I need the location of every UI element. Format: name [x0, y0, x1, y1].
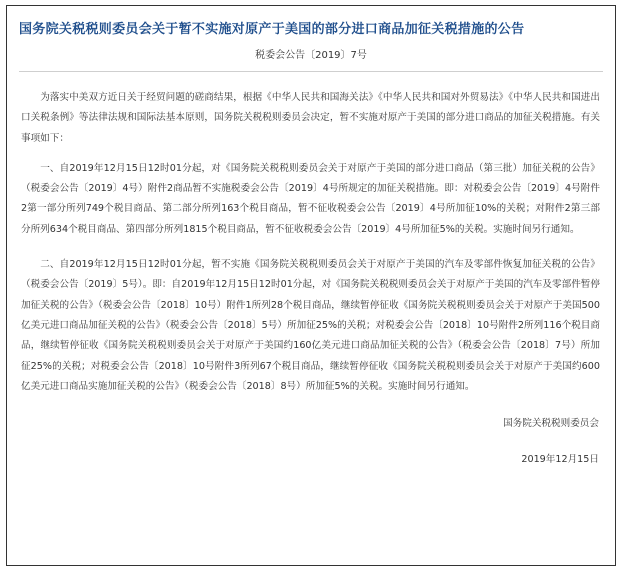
paragraph-item-one: 一、自2019年12月15日12时01分起，对《国务院关税税则委员会关于对原产于美国的部分进口商品（第三批）加征关税的公告》（税委会公告〔2019〕4号）附件2商品暂不实施税委会公告〔2019〕4号所规定的加征关税措施。即：对税委会公告〔2019〕4号附件2第一部分所列749个税目商品、第二部分所列163个税目商品，暂不征收税委会公告〔2019〕4号所加征10%的关税；对附件2第三部分所列634个税目商品、第四部分所列1815个税目商品，暂不征收税委会公告〔2019〕4号所加征5%的关税。实施时间另行通知。: [21, 162, 600, 235]
paragraph-intro: 为落实中美双方近日关于经贸问题的磋商结果，根据《中华人民共和国海关法》《中华人民共和国对外贸易法》《中华人民共和国进出口关税条例》等法律法规和国际法基本原则，国务院关税税则委员会决定，暂不实施对原产于美国的部分进口商品的加征关税措施。有关事项如下：: [21, 92, 600, 144]
notice-title: 国务院关税税则委员会关于暂不实施对原产于美国的部分进口商品加征关税措施的公告: [19, 22, 525, 37]
issuer-signature: 国务院关税税则委员会: [503, 418, 599, 430]
document-number: 税委会公告〔2019〕7号: [255, 50, 367, 61]
issue-date: 2019年12月15日: [521, 454, 599, 466]
paragraph-item-two: 二、自2019年12月15日12时01分起，暂不实施《国务院关税税则委员会关于对原产于美国的汽车及零部件恢复加征关税的公告》（税委会公告〔2019〕5号）。即：自2019年12月15日12时01分起，对《国务院关税税则委员会关于对原产于美国的汽车及零部件暂停加征关税的公告》（税委会公告〔2018〕10号）附件1所列28个税目商品，继续暂停征收《国务院关税税则委员会关于对原产于美国500亿美元进口商品加征关税的公告》（税委会公告〔2018〕5号）所加征25%的关税；对税委会公告〔2018〕10号附件2所列116个税目商品，继续暂停征收《国务院关税税则委员会关于对原产于美国约160亿美元进口商品加征关税的公告》（税委会公告〔2018〕7号）所加征25%的关税；对税委会公告〔2018〕10号附件3所列67个税目商品，继续暂停征收《国务院关税税则委员会关于对原产于美国约600亿美元进口商品实施加征关税的公告》（税委会公告〔2018〕8号）所加征5%的关税。实施时间另行通知。: [21, 259, 600, 392]
divider: [19, 71, 603, 72]
notice-frame: [6, 5, 616, 566]
